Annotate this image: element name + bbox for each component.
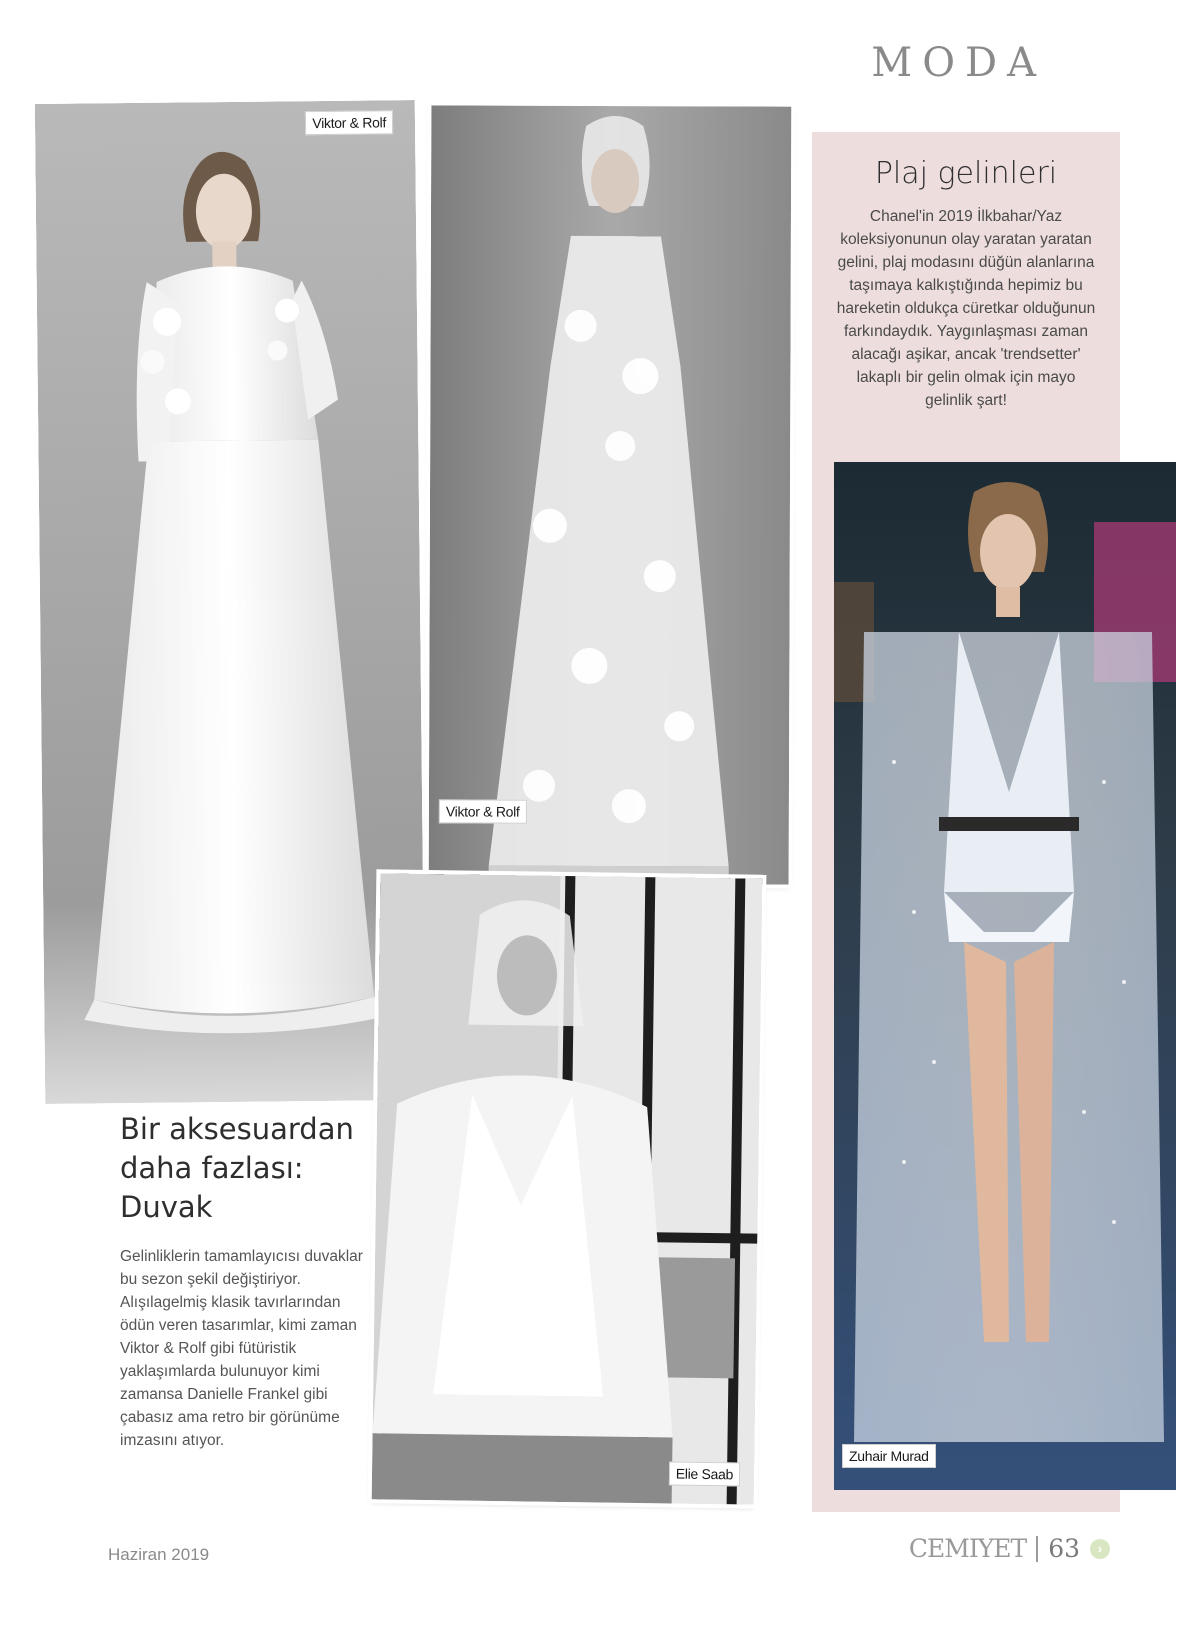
- page-number: 63: [1048, 1534, 1080, 1563]
- photo-credit: Elie Saab: [669, 1461, 741, 1486]
- photo-credit: Zuhair Murad: [842, 1444, 936, 1468]
- issue-date: Haziran 2019: [108, 1545, 210, 1564]
- beach-brides-heading: Plaj gelinleri: [874, 156, 1058, 191]
- runway-look-illustration: [834, 462, 1176, 1490]
- beach-brides-body: Chanel'in 2019 İlkbahar/Yaz koleksiyonunun olay yaratan yaratan gelini, plaj modasını düğün alanlarına taşımaya kalkıştığında hepimiz bu hareketin oldukça cüretkar olduğunun farkındaydık. Yaygınlaşması zaman alacağı aşikar, ancak 'trendsetter' lakaplı bir gelin olmak için mayo gelinlik şart!: [836, 208, 1096, 409]
- photo-zuhair-murad: [834, 462, 1176, 1490]
- veil-body: Gelinliklerin tamamlayıcısı duvaklar bu sezon şekil değiştiriyor. Alışılagelmiş klasik tavırlarından ödün veren tasarımlar, kimi zaman Viktor & Rolf gibi fütüristik yaklaşımlarda bulunuyor kimi zamansa Danielle Frankel gibi çabasız ama retro bir görünüme imzasını atıyor.: [120, 1248, 363, 1449]
- veil-article: [120, 1110, 370, 1452]
- photo-viktor-rolf-gown: [35, 96, 425, 1104]
- arrow-right-icon[interactable]: ›: [1090, 1539, 1110, 1559]
- veil-heading: Bir aksesuardan daha fazlası: Duvak: [120, 1112, 354, 1224]
- footer-branding: [909, 1534, 1110, 1563]
- beach-brides-text: [812, 156, 1120, 412]
- veil-look-illustration: [372, 873, 763, 1504]
- photo-credit: Viktor & Rolf: [439, 799, 527, 823]
- footer-divider: [1036, 1536, 1038, 1562]
- gown-illustration: [35, 100, 425, 1104]
- floral-gown-illustration: [429, 105, 792, 884]
- photo-credit: Viktor & Rolf: [305, 110, 393, 135]
- magazine-name: CEMIYET: [908, 1534, 1027, 1563]
- section-title: MODA: [871, 40, 1046, 86]
- photo-elie-saab: [372, 873, 763, 1504]
- photo-viktor-rolf-floral: [429, 105, 792, 884]
